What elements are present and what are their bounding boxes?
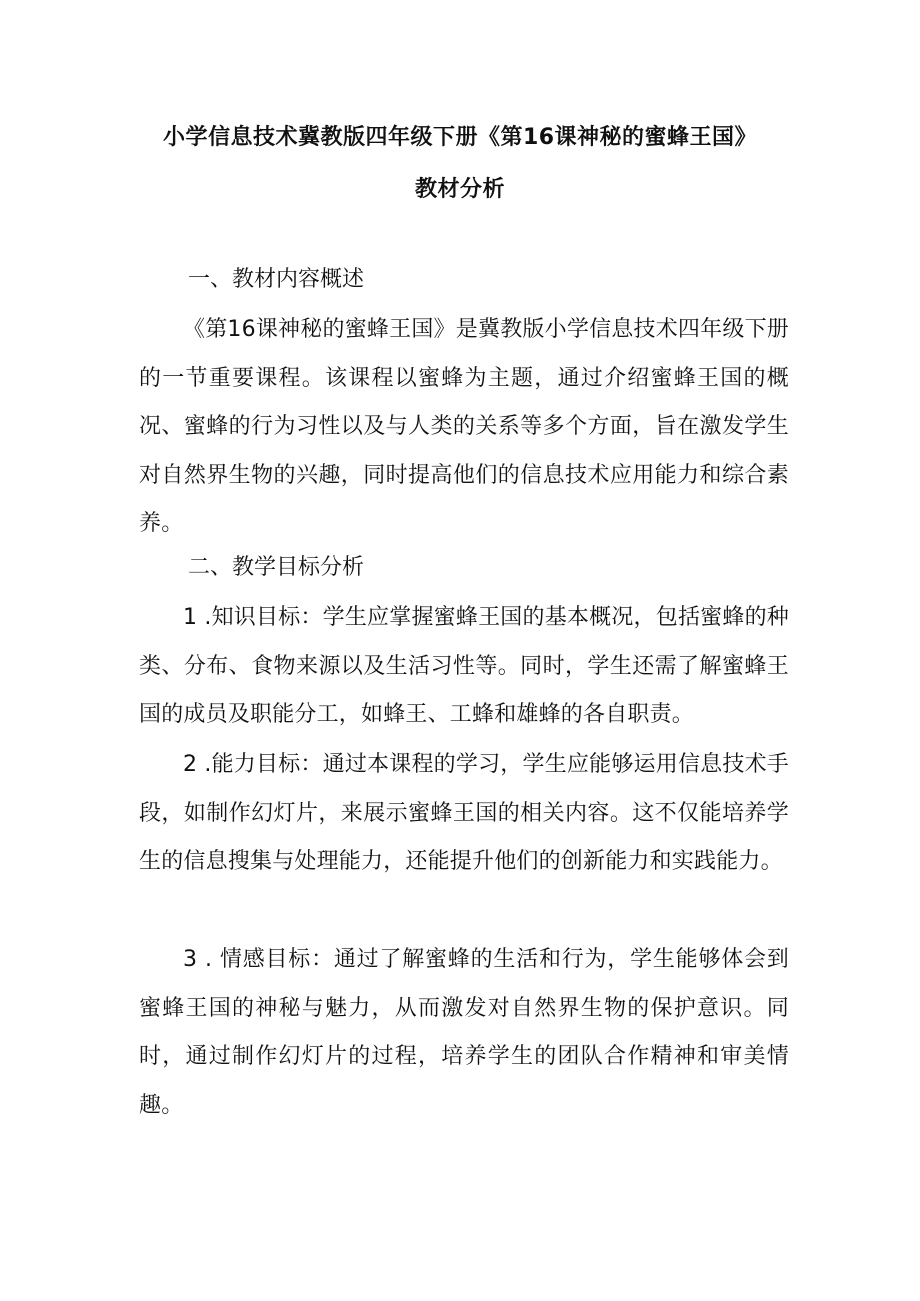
overview-paragraph: 《第16课神秘的蜜蜂王国》是冀教版小学信息技术四年级下册的一节重要课程。该课程以蜜蜂为主题，通过介绍蜜蜂王国的概况、蜜蜂的行为习性以及与人类的关系等多个方面，旨在激发学生对自然界生物的兴趣，同时提高他们的信息技术应用能力和综合素养。 [139,317,789,536]
section-heading-overview: 一、教材内容概述 [188,267,365,292]
document-subtitle: 教材分析 [414,177,505,202]
objective-ability: 2 .能力目标：通过本课程的学习，学生应能够运用信息技术手段，如制作幻灯片，来展示蜜蜂王国的相关内容。这不仅能培养学生的信息搜集与处理能力，还能提升他们的创新能力和实践能力。 [139,752,789,874]
section-heading-objectives: 二、教学目标分析 [188,555,365,580]
objective-emotion: 3 . 情感目标：通过了解蜜蜂的生活和行为，学生能够体会到蜜蜂王国的神秘与魅力，从而激发对自然界生物的保护意识。同时，通过制作幻灯片的过程，培养学生的团队合作精神和审美情趣。 [139,947,789,1118]
document-title: 小学信息技术冀教版四年级下册《第16课神秘的蜜蜂王国》 [162,125,758,150]
objective-knowledge: 1 .知识目标：学生应掌握蜜蜂王国的基本概况，包括蜜蜂的种类、分布、食物来源以及生活习性等。同时，学生还需了解蜜蜂王国的成员及职能分工，如蜂王、工蜂和雄蜂的各自职责。 [139,605,789,727]
